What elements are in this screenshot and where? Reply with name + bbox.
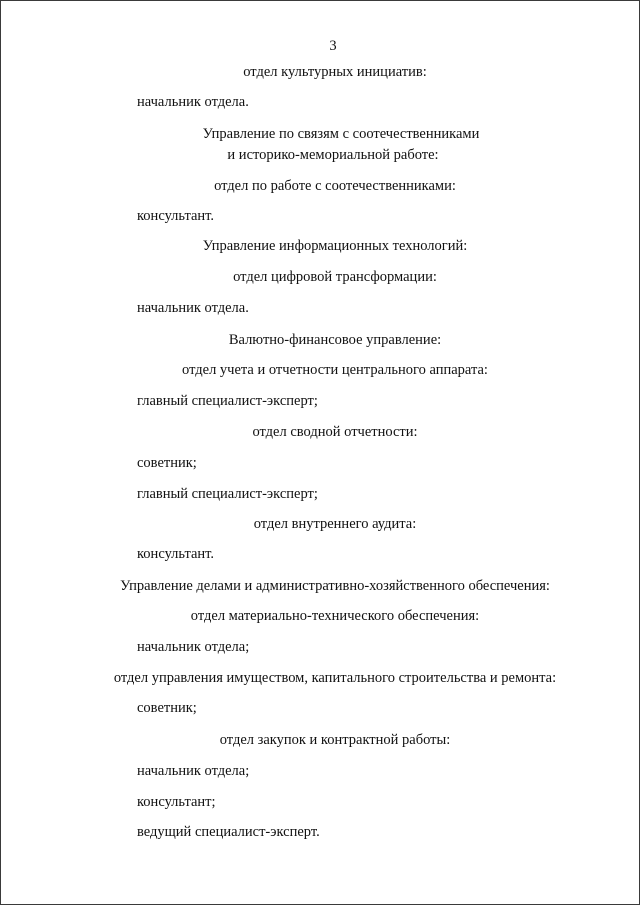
department-heading: отдел материально-технического обеспечения: [190,608,480,624]
department-heading: отдел внутреннего аудита: [253,516,417,532]
position-item: начальник отдела. [137,300,249,316]
directorate-heading: Управление делами и административно-хозяйственного обеспечения: [120,578,550,594]
page-number: 3 [329,38,337,54]
department-heading: отдел сводной отчетности: [252,424,418,440]
directorate-heading: Управление по связям с соотечественниками [202,126,480,142]
position-item: советник; [137,700,197,716]
position-item: начальник отдела. [137,94,249,110]
department-heading: отдел учета и отчетности центрального аппарата: [182,362,488,378]
department-heading: отдел культурных инициатив: [243,64,427,80]
position-item: главный специалист-эксперт; [137,393,318,409]
directorate-heading: Управление информационных технологий: [202,238,468,254]
directorate-heading: Валютно-финансовое управление: [228,332,442,348]
position-item: консультант. [137,546,215,562]
position-item: ведущий специалист-эксперт. [137,824,320,840]
position-item: консультант; [137,794,216,810]
department-heading: отдел управления имуществом, капитального строительства и ремонта: [113,670,557,686]
directorate-heading-cont: и историко-мемориальной работе: [227,147,439,163]
position-item: консультант. [137,208,215,224]
position-item: советник; [137,455,197,471]
department-heading: отдел по работе с соотечественниками: [214,178,456,194]
department-heading: отдел закупок и контрактной работы: [219,732,451,748]
position-item: главный специалист-эксперт; [137,486,318,502]
position-item: начальник отдела; [137,639,250,655]
position-item: начальник отдела; [137,763,250,779]
department-heading: отдел цифровой трансформации: [233,269,437,285]
